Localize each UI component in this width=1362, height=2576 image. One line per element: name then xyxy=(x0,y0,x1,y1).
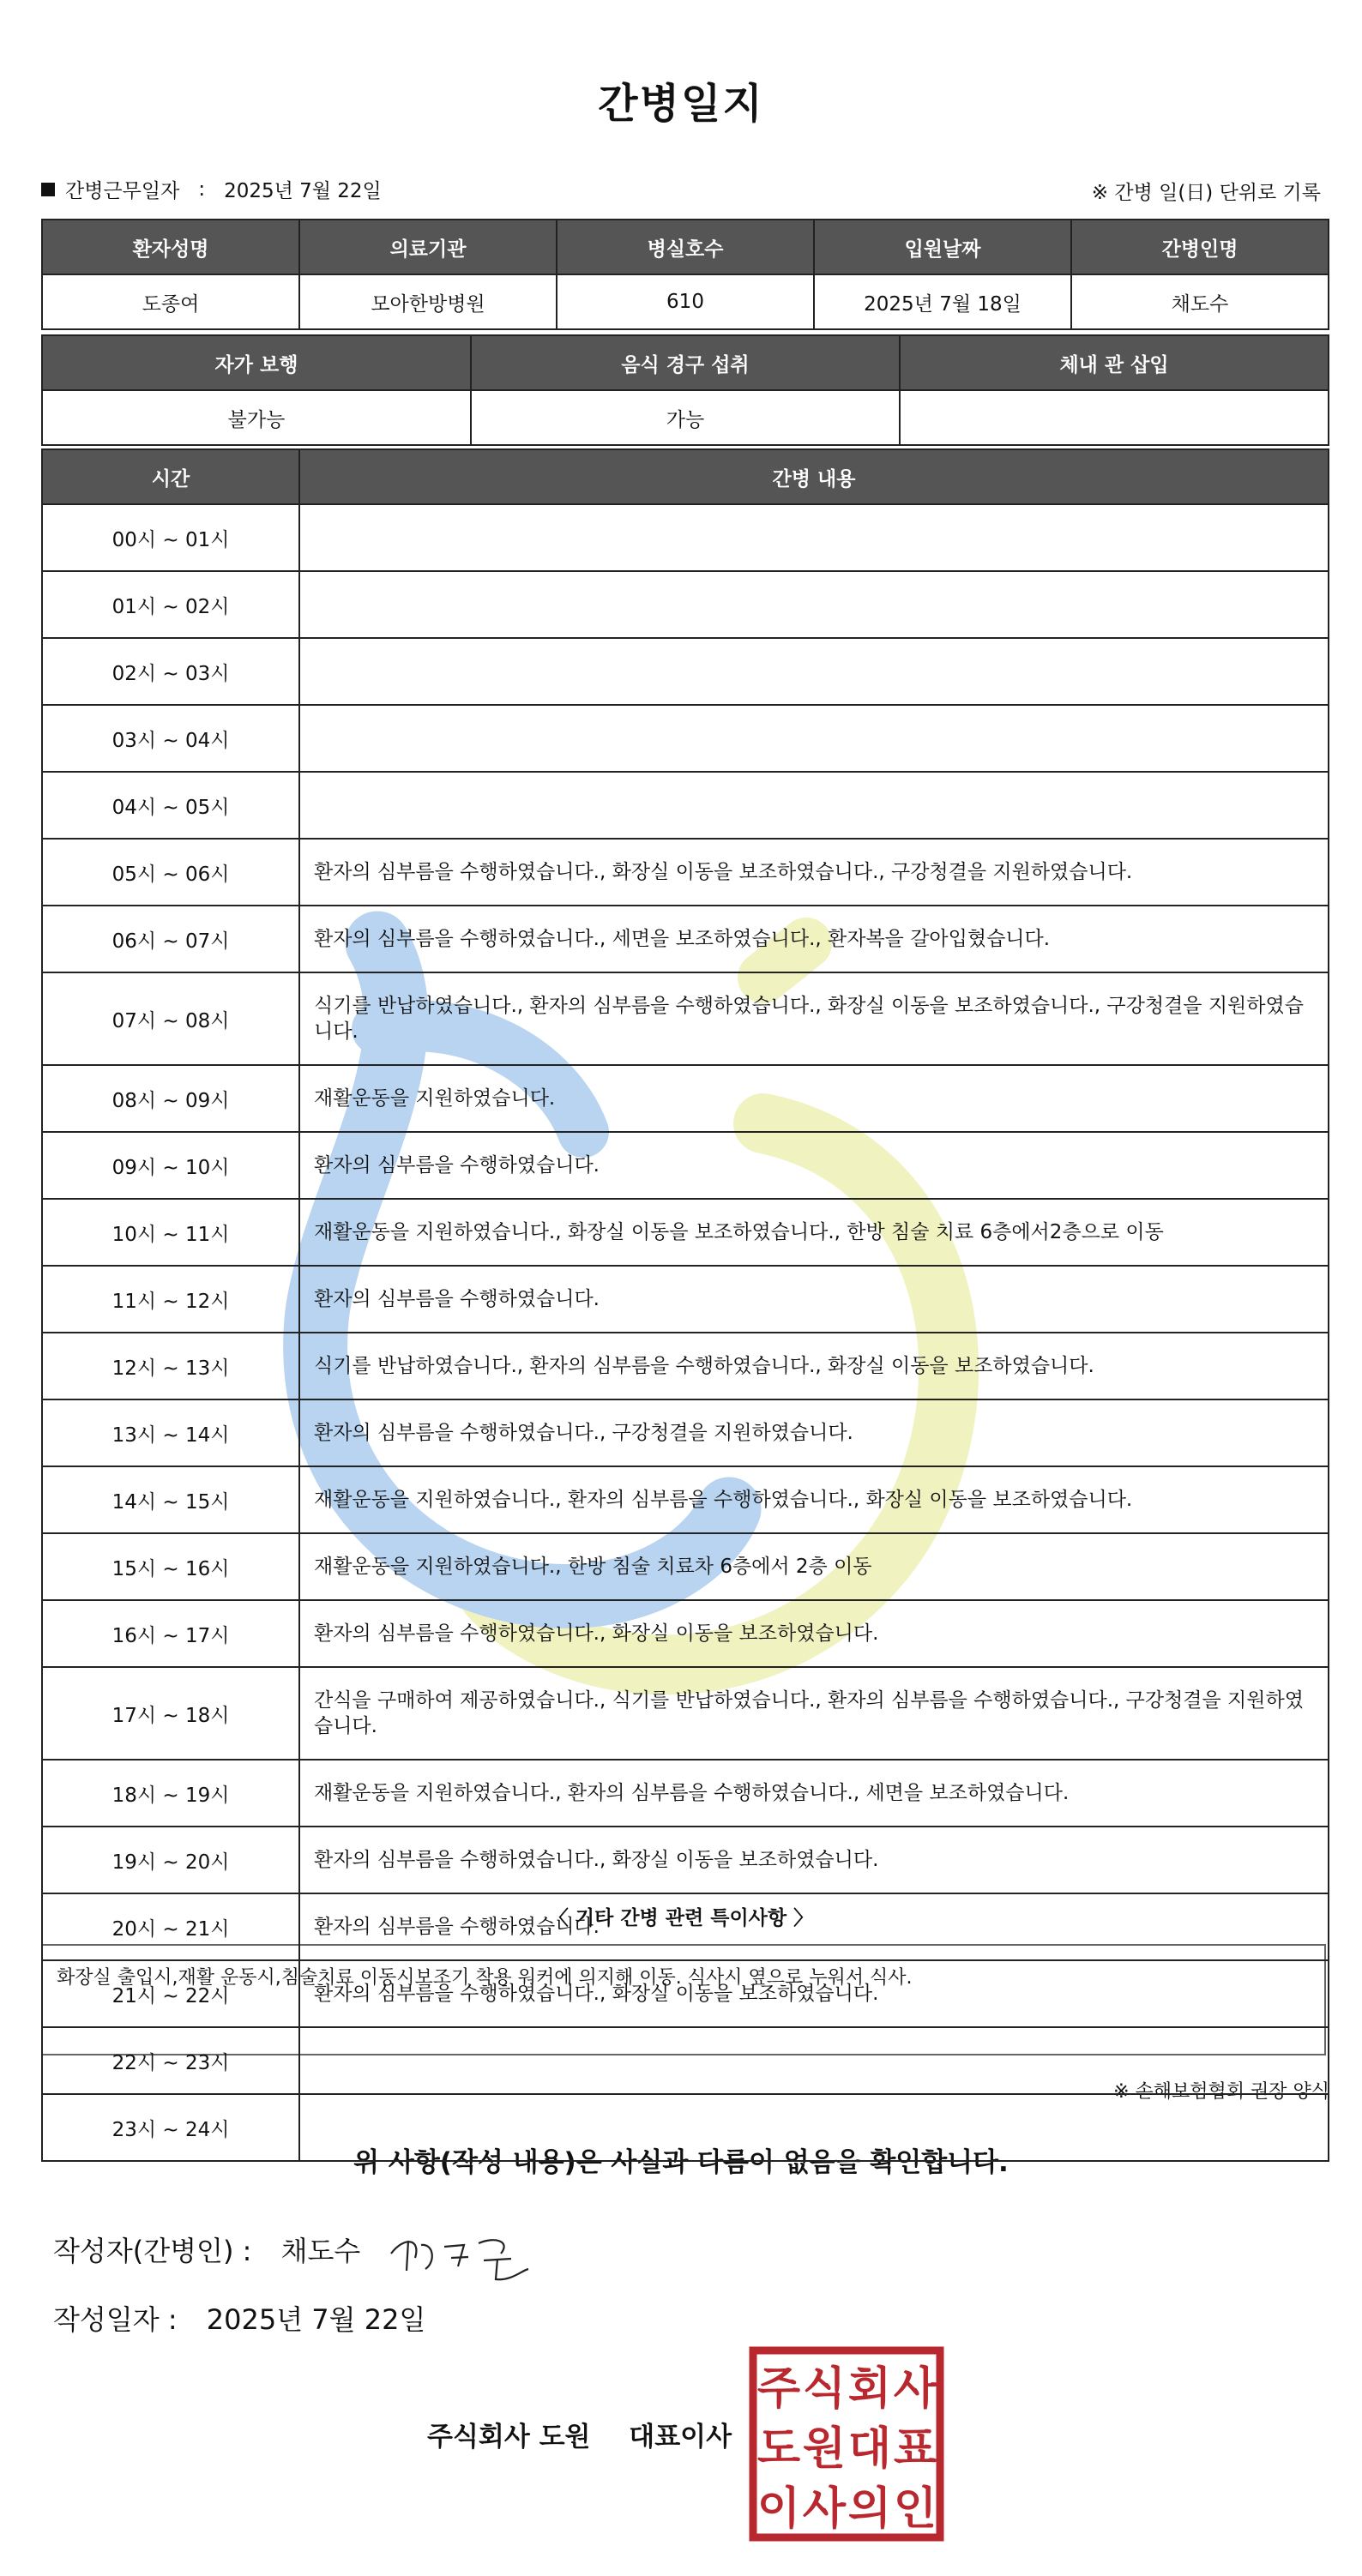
care-content: 환자의 심부름을 수행하였습니다. xyxy=(299,1893,1329,1960)
care-header-row xyxy=(42,449,1329,504)
care-row xyxy=(42,1667,1329,1760)
seal-char: 원 xyxy=(802,2423,847,2475)
care-content: 재활운동을 지원하였습니다., 한방 침술 치료차 6층에서 2층 이동 xyxy=(299,1533,1329,1600)
care-content: 식기를 반납하였습니다., 환자의 심부름을 수행하였습니다., 화장실 이동을 보조하였습니다. xyxy=(299,1333,1329,1399)
care-content xyxy=(299,705,1329,772)
header-caregiver: 간병인명 xyxy=(1071,220,1329,274)
care-time: 10시 ~ 11시 xyxy=(42,1199,299,1266)
admission-date: 2025년 7월 18일 xyxy=(814,274,1071,329)
care-time: 06시 ~ 07시 xyxy=(42,906,299,972)
care-content: 재활운동을 지원하였습니다., 화장실 이동을 보조하였습니다., 한방 침술 치료 6층에서2층으로 이동 xyxy=(299,1199,1329,1266)
care-time: 19시 ~ 20시 xyxy=(42,1827,299,1893)
care-row xyxy=(42,638,1329,705)
care-content: 환자의 심부름을 수행하였습니다., 화장실 이동을 보조하였습니다. xyxy=(299,1600,1329,1667)
care-time: 14시 ~ 15시 xyxy=(42,1466,299,1533)
care-time: 20시 ~ 21시 xyxy=(42,1893,299,1960)
care-time: 07시 ~ 08시 xyxy=(42,972,299,1065)
care-content xyxy=(299,2027,1329,2094)
seal-char: 도 xyxy=(756,2423,801,2475)
care-time: 15시 ~ 16시 xyxy=(42,1533,299,1600)
care-row xyxy=(42,1132,1329,1199)
care-content: 재활운동을 지원하였습니다. xyxy=(299,1065,1329,1132)
care-row xyxy=(42,1399,1329,1466)
company-line xyxy=(427,2415,732,2453)
work-date xyxy=(41,175,382,203)
caregiver-name: 채도수 xyxy=(1071,274,1329,329)
care-content: 환자의 심부름을 수행하였습니다. xyxy=(299,1132,1329,1199)
care-time: 03시 ~ 04시 xyxy=(42,705,299,772)
author-line xyxy=(53,2230,360,2269)
written-date-line xyxy=(53,2298,425,2338)
care-row xyxy=(42,571,1329,638)
care-time: 22시 ~ 23시 xyxy=(42,2027,299,2094)
seal-char: 식 xyxy=(802,2362,847,2415)
care-content: 재활운동을 지원하였습니다., 환자의 심부름을 수행하였습니다., 세면을 보조하였습니다. xyxy=(299,1760,1329,1827)
care-row xyxy=(42,839,1329,906)
care-time: 01시 ~ 02시 xyxy=(42,571,299,638)
notes-title: 〈 기타 간병 관련 특이사항 〉 xyxy=(548,1907,814,1929)
oral-intake-value: 가능 xyxy=(471,390,900,445)
care-row xyxy=(42,1065,1329,1132)
seal-char: 사 xyxy=(802,2483,847,2535)
form-note: ※ 손해보험협회 권장 양식 xyxy=(1113,2081,1329,2103)
care-log-table xyxy=(41,448,1329,2162)
care-content xyxy=(299,772,1329,839)
company-name: 주식회사 도원 xyxy=(427,2422,591,2453)
header-patient-name: 환자성명 xyxy=(42,220,299,274)
header-tube: 체내 관 삽입 xyxy=(900,335,1329,390)
care-content: 환자의 심부름을 수행하였습니다., 화장실 이동을 보조하였습니다., 구강청결을 지원하였습니다. xyxy=(299,839,1329,906)
tube-value xyxy=(900,390,1329,445)
care-row xyxy=(42,1466,1329,1533)
ability-header-row xyxy=(42,335,1329,390)
care-time: 23시 ~ 24시 xyxy=(42,2094,299,2161)
care-content: 환자의 심부름을 수행하였습니다., 화장실 이동을 보조하였습니다. xyxy=(299,1960,1329,2027)
company-seal xyxy=(748,2345,945,2543)
care-content: 간식을 구매하여 제공하였습니다., 식기를 반납하였습니다., 환자의 심부름을 수행하였습니다., 구강청결을 지원하였습니다. xyxy=(299,1667,1329,1760)
care-time: 02시 ~ 03시 xyxy=(42,638,299,705)
care-row xyxy=(42,1333,1329,1399)
care-content: 재활운동을 지원하였습니다., 환자의 심부름을 수행하였습니다., 화장실 이동을 보조하였습니다. xyxy=(299,1466,1329,1533)
seal-char: 회 xyxy=(847,2362,892,2415)
care-time: 21시 ~ 22시 xyxy=(42,1960,299,2027)
care-row xyxy=(42,906,1329,972)
notes-box: 화장실 출입시,재활 운동시,침술치료 이동시보조기 착용 워커에 의지해 이동. 식사시 옆으로 누워서 식사. xyxy=(41,1944,1326,2055)
care-time: 16시 ~ 17시 xyxy=(42,1600,299,1667)
header-room: 병실호수 xyxy=(557,220,814,274)
walking-value: 불가능 xyxy=(42,390,471,445)
patient-value-row xyxy=(42,274,1329,329)
written-date-value: 2025년 7월 22일 xyxy=(206,2303,426,2336)
bullet-square-icon xyxy=(41,183,55,196)
care-content xyxy=(299,504,1329,571)
written-date-label: 작성일자 : xyxy=(53,2303,178,2336)
care-content xyxy=(299,638,1329,705)
care-row xyxy=(42,1266,1329,1333)
care-time: 18시 ~ 19시 xyxy=(42,1760,299,1827)
care-content xyxy=(299,2094,1329,2161)
patient-name: 도종여 xyxy=(42,274,299,329)
seal-char: 대 xyxy=(847,2423,892,2475)
care-content xyxy=(299,571,1329,638)
seal-char: 표 xyxy=(893,2423,937,2475)
care-row xyxy=(42,972,1329,1065)
work-date-label: 간병근무일자 xyxy=(65,180,180,202)
care-time: 11시 ~ 12시 xyxy=(42,1266,299,1333)
seal-char: 이 xyxy=(756,2483,801,2535)
company-role: 대표이사 xyxy=(629,2422,732,2453)
author-name: 채도수 xyxy=(280,2235,361,2267)
confirmation-text: 위 사항(작성 내용)은 사실과 다름이 없음을 확인합니다. xyxy=(353,2147,1009,2178)
unit-note: ※ 간병 일(日) 단위로 기록 xyxy=(1091,182,1321,204)
care-time: 05시 ~ 06시 xyxy=(42,839,299,906)
ability-value-row xyxy=(42,390,1329,445)
header-care-content: 간병 내용 xyxy=(299,449,1329,504)
care-time: 09시 ~ 10시 xyxy=(42,1132,299,1199)
care-row xyxy=(42,2094,1329,2161)
care-content: 환자의 심부름을 수행하였습니다., 구강청결을 지원하였습니다. xyxy=(299,1399,1329,1466)
care-content: 환자의 심부름을 수행하였습니다., 화장실 이동을 보조하였습니다. xyxy=(299,1827,1329,1893)
patient-info-table xyxy=(41,219,1329,330)
care-row xyxy=(42,705,1329,772)
ability-table xyxy=(41,334,1329,446)
work-date-separator: : xyxy=(198,178,206,201)
care-row xyxy=(42,1199,1329,1266)
care-time: 00시 ~ 01시 xyxy=(42,504,299,571)
header-walking: 자가 보행 xyxy=(42,335,471,390)
care-row xyxy=(42,1760,1329,1827)
care-row xyxy=(42,772,1329,839)
page-title: 간병일지 xyxy=(598,80,764,128)
header-admission-date: 입원날짜 xyxy=(814,220,1071,274)
care-row xyxy=(42,1893,1329,1960)
care-time: 04시 ~ 05시 xyxy=(42,772,299,839)
header-oral-intake: 음식 경구 섭취 xyxy=(471,335,900,390)
care-time: 08시 ~ 09시 xyxy=(42,1065,299,1132)
care-row xyxy=(42,1600,1329,1667)
signature xyxy=(383,2219,537,2288)
header-hospital: 의료기관 xyxy=(299,220,557,274)
care-row xyxy=(42,1533,1329,1600)
room-number: 610 xyxy=(557,274,814,329)
seal-char: 의 xyxy=(847,2483,892,2535)
author-label: 작성자(간병인) : xyxy=(53,2235,252,2267)
hospital-name: 모아한방병원 xyxy=(299,274,557,329)
care-time: 13시 ~ 14시 xyxy=(42,1399,299,1466)
care-row xyxy=(42,1960,1329,2027)
seal-char: 주 xyxy=(756,2362,801,2415)
care-content: 환자의 심부름을 수행하였습니다. xyxy=(299,1266,1329,1333)
care-time: 12시 ~ 13시 xyxy=(42,1333,299,1399)
care-content: 식기를 반납하였습니다., 환자의 심부름을 수행하였습니다., 화장실 이동을 보조하였습니다., 구강청결을 지원하였습니다. xyxy=(299,972,1329,1065)
patient-header-row xyxy=(42,220,1329,274)
care-row xyxy=(42,504,1329,571)
seal-char: 사 xyxy=(893,2362,937,2415)
seal-char: 인 xyxy=(893,2483,937,2535)
work-date-value: 2025년 7월 22일 xyxy=(224,180,382,202)
care-content: 환자의 심부름을 수행하였습니다., 세면을 보조하였습니다., 환자복을 갈아입혔습니다. xyxy=(299,906,1329,972)
care-row xyxy=(42,1827,1329,1893)
care-time: 17시 ~ 18시 xyxy=(42,1667,299,1760)
care-row xyxy=(42,2027,1329,2094)
header-time: 시간 xyxy=(42,449,299,504)
